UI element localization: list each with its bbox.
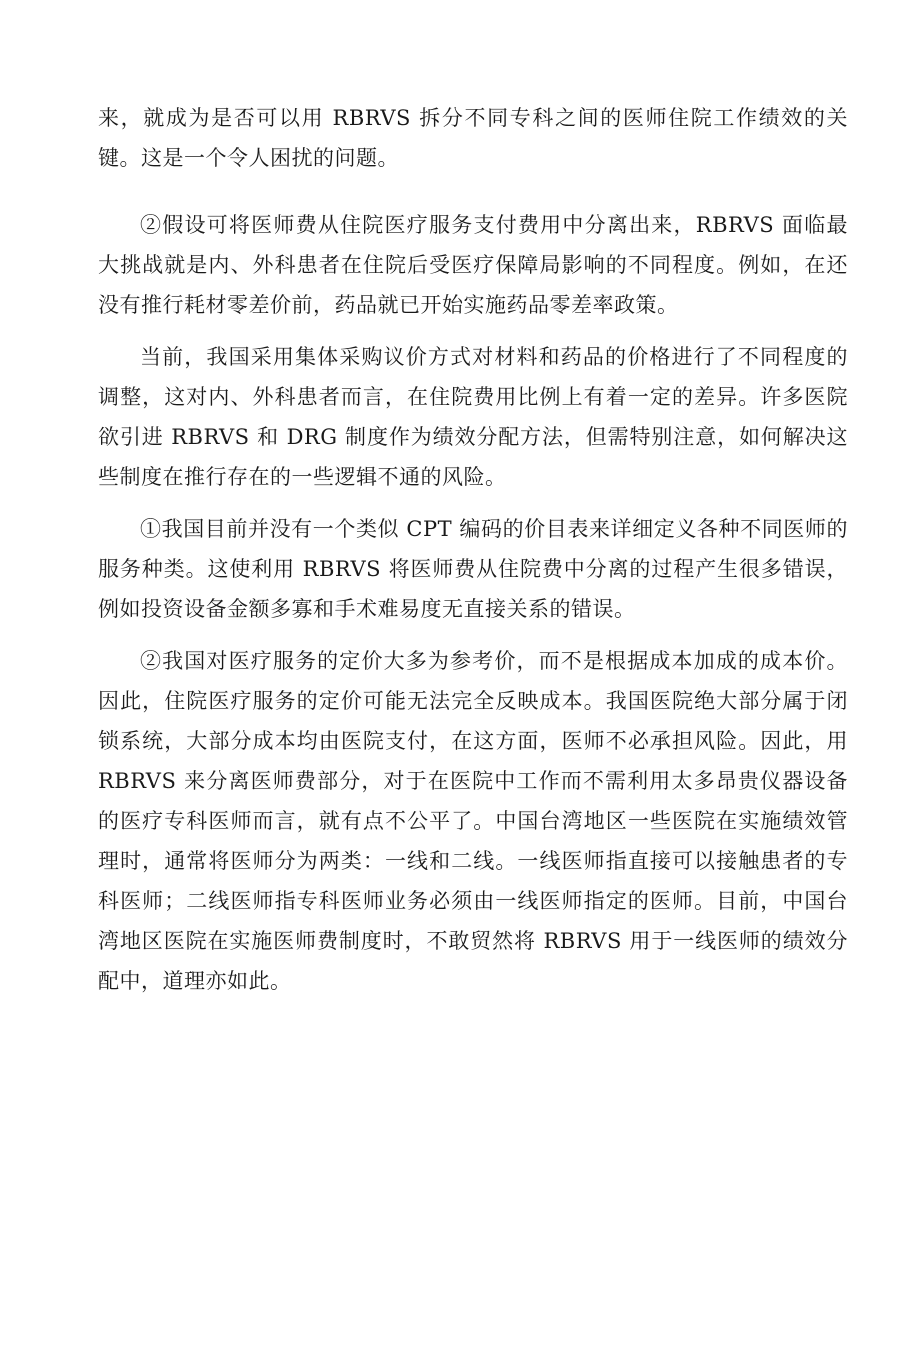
- document-body: [98, 98, 848, 1001]
- paragraph-continuation: 来，就成为是否可以用 RBRVS 拆分不同专科之间的医师住院工作绩效的关键。这是一个令人困扰的问题。: [98, 106, 848, 170]
- paragraph-assumption-2: ②假设可将医师费从住院医疗服务支付费用中分离出来，RBRVS 面临最大挑战就是内、外科患者在住院后受医疗保障局影响的不同程度。例如，在还没有推行耗材零差价前，药品就已开始实施药品零差率政策。: [98, 213, 848, 317]
- paragraph-point-1: ①我国目前并没有一个类似 CPT 编码的价目表来详细定义各种不同医师的服务种类。这使利用 RBRVS 将医师费从住院费中分离的过程产生很多错误，例如投资设备金额多寡和手术难易度无直接关系的错误。: [98, 517, 848, 621]
- paragraph-point-2: ②我国对医疗服务的定价大多为参考价，而不是根据成本加成的成本价。因此，住院医疗服务的定价可能无法完全反映成本。我国医院绝大部分属于闭锁系统，大部分成本均由医院支付，在这方面，医师不必承担风险。因此，用 RBRVS 来分离医师费部分，对于在医院中工作而不需利用太多昂贵仪器设备的医疗专科医师而言，就有点不公平了。中国台湾地区一些医院在实施绩效管理时，通常将医师分为两类：一线和二线。一线医师指直接可以接触患者的专科医师；二线医师指专科医师业务必须由一线医师指定的医师。目前，中国台湾地区医院在实施医师费制度时，不敢贸然将 RBRVS 用于一线医师的绩效分配中，道理亦如此。: [98, 649, 848, 993]
- paragraph-current-status: 当前，我国采用集体采购议价方式对材料和药品的价格进行了不同程度的调整，这对内、外科患者而言，在住院费用比例上有着一定的差异。许多医院欲引进 RBRVS 和 DRG 制度作为绩效分配方法，但需特别注意，如何解决这些制度在推行存在的一些逻辑不通的风险。: [98, 345, 848, 489]
